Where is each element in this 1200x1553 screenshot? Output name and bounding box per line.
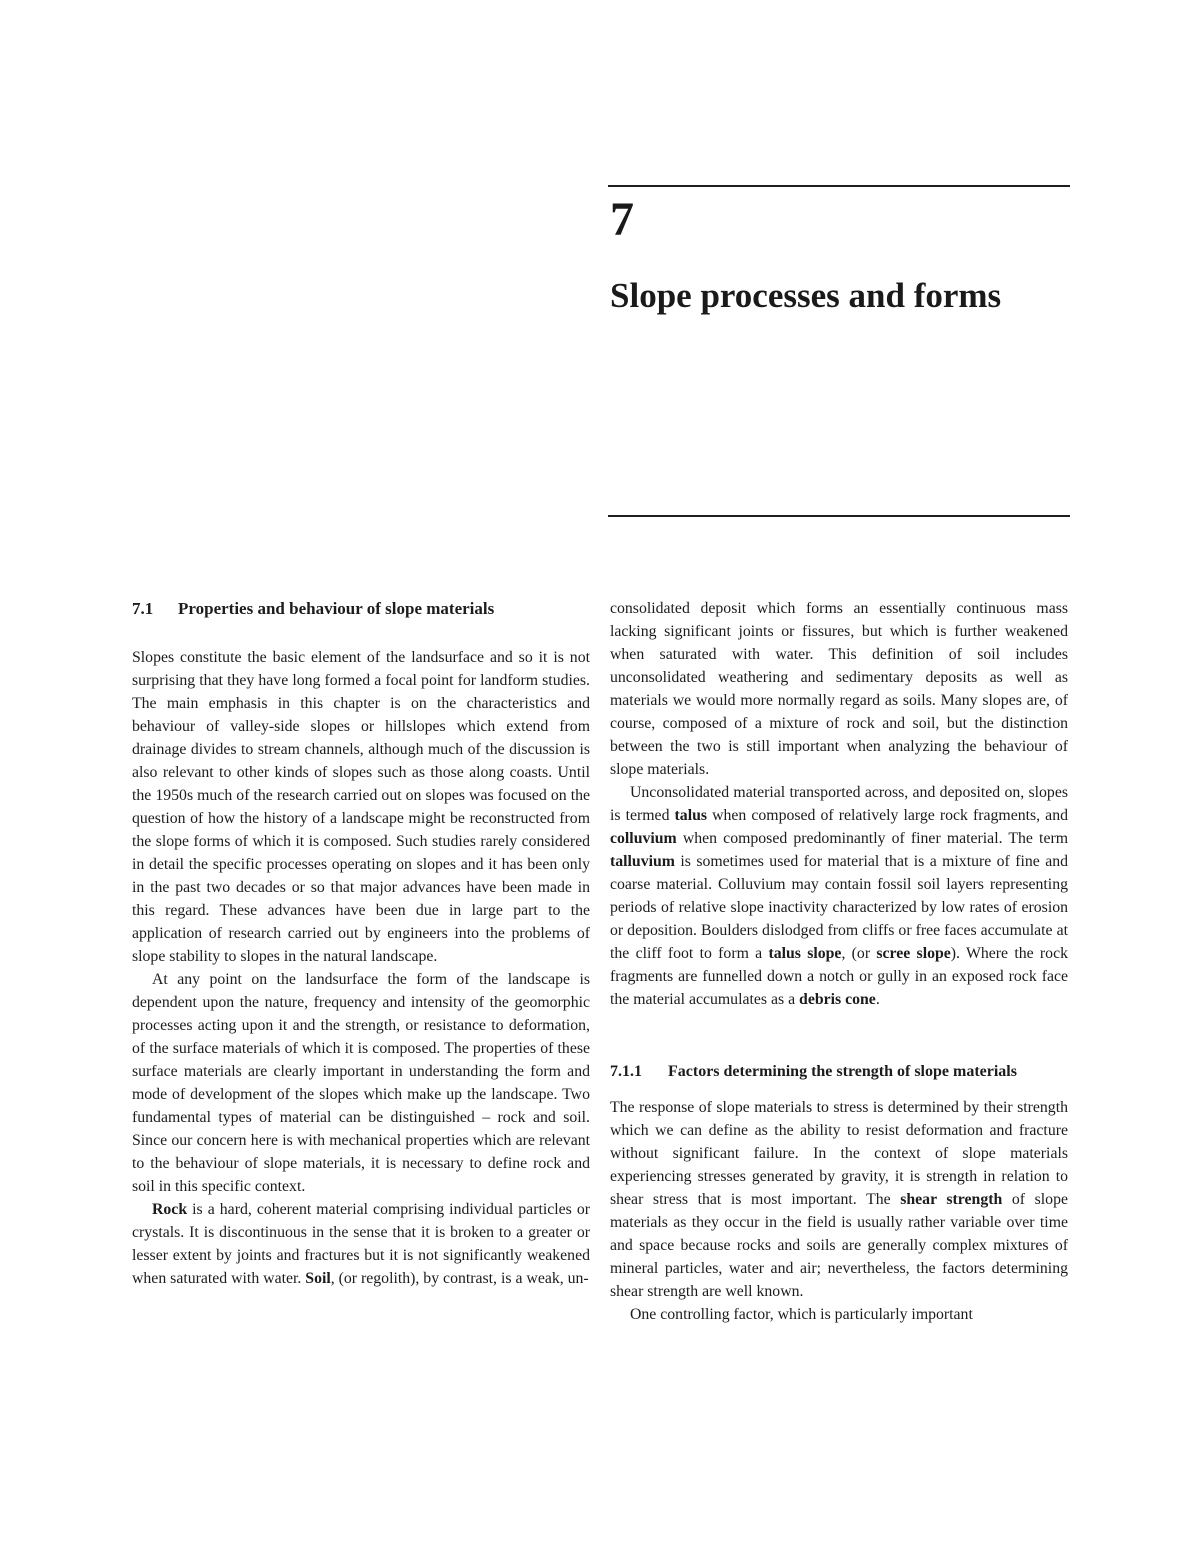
term-soil: Soil	[305, 1270, 331, 1287]
paragraph: At any point on the landsurface the form of the landscape is dependent upon the nature, frequency and intensity of the geomorphic processes acting upon it and the strength, or resistance to deformation, of the surface materials of which it is composed. The properties of these surface materials are clearly important in understanding the form and mode of development of the slopes which make up the landscape. Two fundamental types of material can be distinguished – rock and soil. Since our concern here is with mechanical properties which are relevant to the behaviour of slope materials, it is necessary to define rock and soil in this specific context.	[132, 971, 590, 1195]
paragraph: The response of slope materials to stress is determined by their strength which we can define as the ability to resist deformation and fracture without significant failure. In the context of slope materials experiencing stresses generated by gravity, it is strength in relation to shear stress that is most important. The shear strength of slope materials as they occur in the field is usually rather variable over time and space because rocks and soils are generally complex mixtures of mineral particles, water and air; nevertheless, the factors determining shear strength are well known.	[610, 1099, 1068, 1300]
term-talus: talus	[674, 807, 708, 824]
term-talluvium: talluvium	[610, 853, 675, 870]
chapter-number: 7	[610, 193, 634, 246]
term-shear-strength: shear strength	[900, 1191, 1003, 1208]
right-column	[610, 597, 1068, 1326]
subsection-heading	[610, 1061, 1068, 1082]
term-talus-slope: talus slope	[768, 945, 842, 962]
term-colluvium: colluvium	[610, 830, 677, 847]
left-column	[132, 597, 590, 1290]
paragraph: One controlling factor, which is particularly important	[630, 1306, 973, 1323]
term-scree-slope: scree slope	[876, 945, 951, 962]
paragraph: Rock is a hard, coherent material comprising individual particles or crystals. It is discontinuous in the sense that it is broken to a greater or lesser extent by joints and fractures but it is not significantly weakened when saturated with water. Soil, (or regolith), by contrast, is a weak, un-	[132, 1201, 590, 1287]
subsection-number: 7.1.1	[610, 1063, 642, 1080]
term-rock: Rock	[152, 1201, 188, 1218]
section-heading	[132, 597, 590, 620]
chapter-bottom-rule	[608, 515, 1070, 517]
paragraph: Unconsolidated material transported across, and deposited on, slopes is termed talus when composed of relatively large rock fragments, and colluvium when composed predominantly of finer material. The term talluvium is sometimes used for material that is a mixture of fine and coarse material. Colluvium may contain fossil soil layers representing periods of relative slope inactivity characterized by low rates of erosion or deposition. Boulders dislodged from cliffs or free faces accumulate at the cliff foot to form a talus slope, (or scree slope). Where the rock fragments are funnelled down a notch or gully in an exposed rock face the material accumulates as a debris cone.	[610, 784, 1068, 1008]
term-debris-cone: debris cone	[799, 991, 876, 1008]
paragraph: consolidated deposit which forms an essentially continuous mass lacking significant joints or fissures, but which is further weakened when saturated with water. This definition of soil includes unconsolidated weathering and sedimentary deposits as well as materials we would more normally regard as soils. Many slopes are, of course, composed of a mixture of rock and soil, but the distinction between the two is still important when analyzing the behaviour of slope materials.	[610, 600, 1068, 778]
paragraph: Slopes constitute the basic element of the landsurface and so it is not surprising that they have long formed a focal point for landform studies. The main emphasis in this chapter is on the characteristics and behaviour of valley-side slopes or hillslopes which extend from drainage divides to stream channels, although much of the discussion is also relevant to other kinds of slopes such as those along coasts. Until the 1950s much of the research carried out on slopes was focused on the question of how the history of a landscape might be reconstructed from the slope forms of which it is composed. Such studies rarely considered in detail the specific processes operating on slopes and it has been only in the past two decades or so that major advances have been made in this regard. These advances have been due in large part to the application of research carried out by engineers into the problems of slope stability to slopes in the natural landscape.	[132, 649, 590, 965]
chapter-top-rule	[608, 185, 1070, 187]
section-title: Properties and behaviour of slope materials	[178, 599, 495, 618]
chapter-title: Slope processes and forms	[610, 276, 1002, 315]
subsection-title: Factors determining the strength of slope materials	[668, 1063, 1017, 1080]
section-number: 7.1	[132, 599, 154, 618]
